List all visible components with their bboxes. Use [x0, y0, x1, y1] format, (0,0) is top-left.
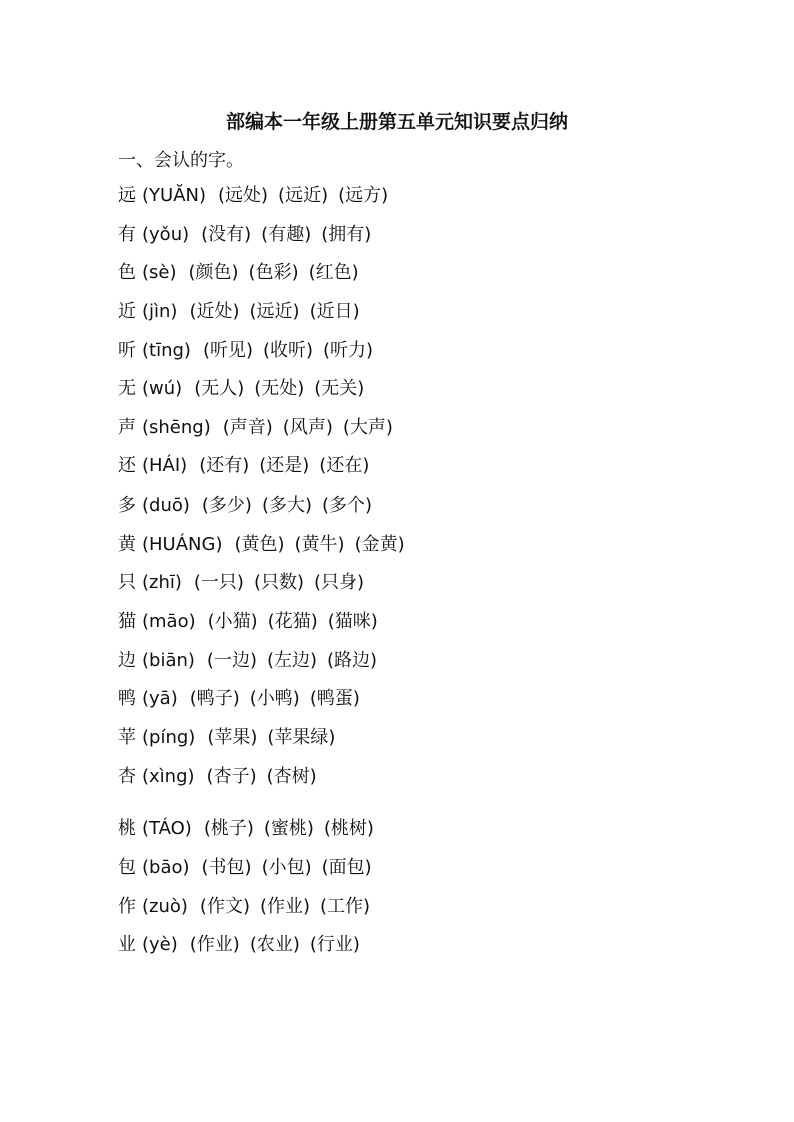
- character-row: [118, 416, 403, 440]
- word: (黄色): [234, 534, 285, 555]
- word: (黄牛): [294, 534, 345, 555]
- word: (作业): [189, 934, 240, 955]
- word: (鸭子): [189, 688, 240, 709]
- character-row: [118, 726, 345, 750]
- word: (书包): [201, 857, 252, 878]
- character-row: [118, 494, 382, 518]
- word: (左边): [266, 650, 318, 671]
- character-row: [118, 817, 384, 841]
- word: (还在): [319, 455, 370, 476]
- word: (工作): [320, 896, 371, 917]
- character-row: [118, 765, 327, 789]
- character: 鸭: [118, 688, 136, 709]
- word: (桃子): [203, 818, 254, 839]
- character-row: [118, 933, 370, 957]
- character-row: [118, 649, 387, 673]
- word: (拥有): [321, 224, 372, 245]
- word: (还是): [259, 455, 310, 476]
- word: (只身): [314, 572, 365, 593]
- word: (远方): [338, 185, 389, 206]
- word: (多少): [201, 495, 252, 516]
- character: 桃: [118, 818, 136, 839]
- word: (多个): [322, 495, 373, 516]
- character: 听: [118, 340, 136, 361]
- character: 有: [118, 224, 136, 245]
- word: (远处): [218, 185, 269, 206]
- pinyin: (wú): [142, 378, 183, 399]
- character: 作: [118, 896, 136, 917]
- word: (苹果): [207, 727, 258, 748]
- character-row: [118, 184, 398, 208]
- character: 近: [118, 301, 136, 322]
- word: (远近): [278, 185, 329, 206]
- section-heading: 一、会认的字。: [118, 150, 244, 171]
- pinyin: (TÁO): [142, 818, 192, 839]
- word: (近日): [309, 301, 360, 322]
- pinyin: (jìn): [142, 301, 178, 322]
- word: (风声): [282, 417, 333, 438]
- character: 黄: [118, 534, 136, 555]
- word: (花猫): [267, 611, 318, 632]
- word: (一边): [206, 650, 257, 671]
- character: 边: [118, 650, 136, 671]
- pinyin: (xìng): [142, 766, 195, 787]
- word: (只数): [253, 572, 304, 593]
- character-row: [118, 533, 415, 557]
- character: 声: [118, 417, 136, 438]
- character-row: [118, 687, 370, 711]
- pinyin: (duō): [142, 495, 190, 516]
- character-row: [118, 339, 383, 363]
- word: (路边): [327, 650, 378, 671]
- pinyin: (YUĂN): [142, 185, 206, 206]
- character: 猫: [118, 611, 136, 632]
- character: 还: [118, 455, 136, 476]
- word: (农业): [249, 934, 300, 955]
- character: 远: [118, 185, 136, 206]
- word: (蜜桃): [263, 818, 314, 839]
- character: 无: [118, 378, 136, 399]
- word: (鸭蛋): [309, 688, 360, 709]
- word: (还有): [199, 455, 250, 476]
- pinyin: (sè): [142, 262, 177, 283]
- word: (面包): [321, 857, 372, 878]
- character: 业: [118, 934, 136, 955]
- word: (小猫): [207, 611, 258, 632]
- page-title: 部编本一年级上册第五单元知识要点归纳: [225, 111, 568, 133]
- word: (红色): [308, 262, 359, 283]
- word: (多大): [261, 495, 312, 516]
- character-row: [118, 571, 374, 595]
- character: 包: [118, 857, 136, 878]
- word: (作业): [259, 896, 311, 917]
- word: (没有): [201, 224, 252, 245]
- word: (无处): [254, 378, 305, 399]
- character-row: [118, 377, 374, 401]
- word: (行业): [309, 934, 360, 955]
- word: (有趣): [261, 224, 312, 245]
- word: (大声): [342, 417, 393, 438]
- word: (小鸭): [249, 688, 300, 709]
- word: (收听): [262, 340, 314, 361]
- pinyin: (bāo): [142, 857, 190, 878]
- word: (杏子): [206, 766, 257, 787]
- character: 只: [118, 572, 136, 593]
- pinyin: (zhī): [142, 572, 182, 593]
- pinyin: (yǒu): [142, 224, 190, 245]
- pinyin: (yè): [142, 934, 178, 955]
- pinyin: (shēng): [142, 417, 211, 438]
- word: (远近): [249, 301, 300, 322]
- character: 色: [118, 262, 136, 283]
- character: 苹: [118, 727, 136, 748]
- character-row: [118, 610, 388, 634]
- word: (颜色): [188, 262, 239, 283]
- pinyin: (píng): [142, 727, 196, 748]
- word: (无人): [194, 378, 245, 399]
- character: 多: [118, 495, 136, 516]
- character-row: [118, 223, 381, 247]
- word: (小包): [261, 857, 312, 878]
- character: 杏: [118, 766, 136, 787]
- character-row: [118, 856, 382, 880]
- word: (杏树): [266, 766, 317, 787]
- pinyin: (HÁI): [142, 455, 188, 476]
- word: (金黄): [354, 534, 405, 555]
- character-row: [118, 454, 379, 478]
- word: (桃树): [323, 818, 374, 839]
- word: (声音): [222, 417, 273, 438]
- word: (猫咪): [327, 611, 378, 632]
- pinyin: (tīng): [142, 340, 191, 361]
- pinyin: (māo): [142, 611, 196, 632]
- word: (听力): [323, 340, 374, 361]
- character-row: [118, 895, 380, 919]
- pinyin: (zuò): [142, 896, 188, 917]
- pinyin: (biān): [142, 650, 195, 671]
- word: (近处): [189, 301, 240, 322]
- character-row: [118, 261, 369, 285]
- pinyin: (yā): [142, 688, 178, 709]
- pinyin: (HUÁNG): [142, 534, 223, 555]
- character-row: [118, 300, 370, 324]
- word: (苹果绿): [267, 727, 336, 748]
- word: (色彩): [248, 262, 299, 283]
- word: (一只): [193, 572, 244, 593]
- word: (作文): [199, 896, 250, 917]
- word: (无关): [314, 378, 365, 399]
- word: (听见): [202, 340, 253, 361]
